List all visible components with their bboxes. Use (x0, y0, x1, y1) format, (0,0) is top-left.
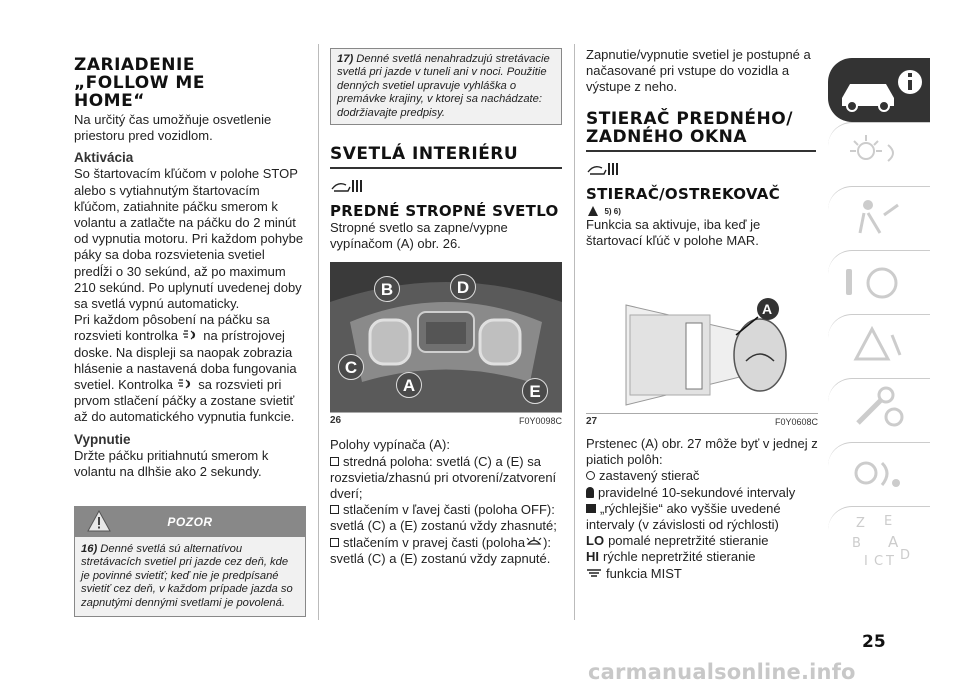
tab-safety[interactable] (828, 186, 930, 250)
figure-26-caption (330, 412, 562, 427)
note-box (330, 48, 562, 125)
option-off-text: zastavený stierač (599, 468, 700, 484)
section-title-wiper: STIERAČ PREDNÉHO/ ZADNÉHO OKNA (586, 110, 816, 152)
column-2 (330, 53, 562, 567)
option-lo-text: pomalé nepretržité stieranie (608, 533, 769, 549)
bullet-icon (330, 505, 339, 514)
lamp-indicator-icon (182, 329, 200, 341)
indicator-text-c: sa rozsvieti pri prvom stlačení páčky a zostane svietiť až do automatického vypnutia funkcie. (74, 377, 295, 425)
tab-dashboard[interactable] (828, 122, 930, 186)
interval-icon (586, 487, 594, 498)
tab-emergency[interactable] (828, 314, 930, 378)
column-3 (586, 47, 818, 582)
lo-mode-label: LO (586, 533, 605, 549)
hi-mode-label: HI (586, 549, 599, 565)
lamp-indicator-icon-2 (177, 378, 195, 390)
ceiling-light-photo (330, 262, 562, 412)
index-letters-icon (828, 507, 930, 587)
positions-heading: Polohy vypínača (A): (330, 437, 450, 453)
airbag-icon (828, 187, 930, 251)
follow-me-intro: Na určitý čas umožňuje osvetlenie priestoru pred vozidlom. (74, 112, 272, 144)
tab-car-info[interactable] (828, 58, 930, 122)
position-3-text-a: stlačením v pravej časti (poloha (343, 534, 526, 550)
option-faster (586, 501, 818, 533)
tab-maintenance[interactable] (828, 378, 930, 442)
subtitle-front-ceiling-light: PREDNÉ STROPNÉ SVETLO (330, 202, 559, 221)
mist-icon (586, 566, 602, 576)
tab-starting[interactable] (828, 250, 930, 314)
indicator-paragraph (74, 312, 306, 425)
equipment-icon (330, 177, 562, 199)
position-1-text: stredná poloha: svetlá (C) a (E) sa rozsvietia/zhasnú pri otvorení/zatvorení dverí; (330, 453, 557, 502)
reference-tags-text: 5) 6) (604, 206, 621, 216)
svg-text:I: I (864, 554, 868, 569)
svg-text:A: A (888, 533, 899, 551)
section-title-follow-me-home: ZARIADENIE „FOLLOW ME HOME“ (74, 55, 205, 111)
svg-text:D: D (900, 548, 911, 563)
lamp-on-icon (525, 536, 543, 548)
option-interval-text: pravidelné 10-sekundové intervaly (598, 484, 796, 500)
option-hi (586, 549, 818, 565)
option-off (586, 468, 818, 484)
warning-box (74, 506, 306, 617)
position-2-text: stlačením v ľavej časti (poloha OFF): svetlá (C) a (E) zostanú vždy zhasnuté; (330, 502, 557, 534)
tab-index[interactable] (828, 506, 930, 586)
bullet-icon (330, 538, 339, 547)
section-title-interior-lights: SVETLÁ INTERIÉRU (330, 145, 562, 169)
technical-data-icon (828, 443, 930, 507)
reference-tags (588, 203, 818, 215)
maintenance-icon (828, 379, 930, 443)
watermark: carmanualsonline.info (588, 660, 856, 683)
indicator-text-b: na prístrojovej doske. Na displeji sa naopak zobrazia hlásenie a nastavená doba fungovania svetiel. Kontrolka (74, 328, 297, 393)
chapter-tabs (828, 58, 930, 618)
warning-text: Denné svetlá sú alternatívou stretávacích svetiel pri jazde cez deň, kde je povinné svietiť; keď nie je predpísané svietiť cez deň, v každom prípade jazda so zapnutými dennými svetlami je povolená. (81, 543, 293, 609)
label-a-wiper: A (761, 301, 773, 318)
label-d: D (450, 274, 476, 300)
option-lo (586, 533, 818, 549)
warning-number: 16) (81, 543, 98, 556)
svg-text:T: T (886, 554, 894, 569)
subtitle-text: STIERAČ/OSTREKOVAČ (586, 184, 780, 203)
option-hi-text: rýchle nepretržité stieranie (603, 549, 756, 565)
figure-number: 27 (586, 416, 598, 428)
position-3-text-b: ): svetlá (C) a (E) zostanú vždy zapnuté. (330, 534, 552, 566)
emergency-icon (828, 315, 930, 379)
svg-text:E: E (884, 514, 893, 529)
label-a: A (396, 372, 422, 398)
tab-technical-data[interactable] (828, 442, 930, 506)
indicator-text-a: Pri každom pôsobení na páčku sa rozsvieti kontrolka (74, 312, 270, 344)
warning-title: POZOR (167, 515, 213, 530)
figure-27-caption (586, 413, 818, 428)
note-number: 17) (337, 53, 354, 65)
subtitle-wiper-washer (586, 186, 818, 203)
deactivation-text: Držte páčku pritiahnutú smerom k volantu na dlhšie ako 2 sekundy. (74, 447, 269, 479)
deactivation-heading: Vypnutie (74, 431, 131, 447)
note-text: Denné svetlá nenahradzujú stretávacie svetlá pri jazde v tuneli ani v noci. Použitie denných svetiel upravuje vyhláška o premávke krajiny, v ktorej sa nachádzate: dodržiavajte predpisy. (337, 53, 550, 119)
figure-code: F0Y0098C (518, 416, 562, 427)
ring-positions-text: Prstenec (A) obr. 27 môže byť v jednej z piatich polôh: (586, 436, 818, 468)
option-interval (586, 485, 818, 501)
option-faster-text: „rýchlejšie“ ako vyššie uvedené intervaly (v závislosti od rýchlosti) (586, 500, 781, 533)
wiper-stalk-illustration (586, 265, 818, 413)
label-c: C (338, 354, 364, 380)
car-info-icon (828, 58, 930, 122)
dashboard-lights-icon (828, 123, 930, 187)
svg-text:Z: Z (856, 516, 865, 531)
ceiling-light-intro: Stropné svetlo sa zapne/vypne vypínačom (A) obr. 26. (330, 220, 508, 252)
wiper-stalk-diagram (586, 265, 818, 413)
option-mist (586, 566, 818, 582)
label-b: B (374, 276, 400, 302)
steering-wheel-icon (828, 251, 930, 315)
stop-circle-icon (586, 471, 595, 480)
column-1 (74, 56, 306, 617)
position-3 (330, 535, 562, 567)
equipment-icon-2 (586, 160, 818, 182)
label-e: E (522, 378, 548, 404)
faster-icon (586, 504, 596, 513)
column-divider-2 (574, 44, 575, 620)
warning-header (75, 507, 305, 537)
position-1 (330, 454, 562, 503)
figure-code: F0Y0608C (774, 417, 818, 428)
figure-number: 26 (330, 415, 342, 427)
bullet-icon (330, 457, 339, 466)
wiper-activation-text: Funkcia sa aktivuje, iba keď je štartovací kľúč v polohe MAR. (586, 216, 761, 248)
option-mist-text: funkcia MIST (606, 565, 682, 581)
activation-heading: Aktivácia (74, 150, 134, 166)
svg-text:C: C (874, 554, 884, 569)
page-number: 25 (862, 632, 886, 652)
warning-body (75, 537, 305, 616)
activation-text: So štartovacím kľúčom v polohe STOP alebo s vytiahnutým štartovacím kľúčom, zatiahnite páčku smerom k volantu a zatlačte na páčku do 2 minút od vypnutia motoru. Pri každom pohybe páky sa doba rozsvietenia svetiel predĺži o 30 sekúnd, až po maximum 210 sekúnd. Po uplynutí uvedenej doby sa svetlá vypnú automaticky. (74, 166, 304, 312)
lights-intro: Zapnutie/vypnutie svetiel je postupné a načasované pri vstupe do vozidla a výstupe z neho. (586, 47, 811, 95)
column-divider-1 (318, 44, 319, 620)
svg-text:B: B (852, 536, 861, 551)
position-2 (330, 502, 562, 534)
